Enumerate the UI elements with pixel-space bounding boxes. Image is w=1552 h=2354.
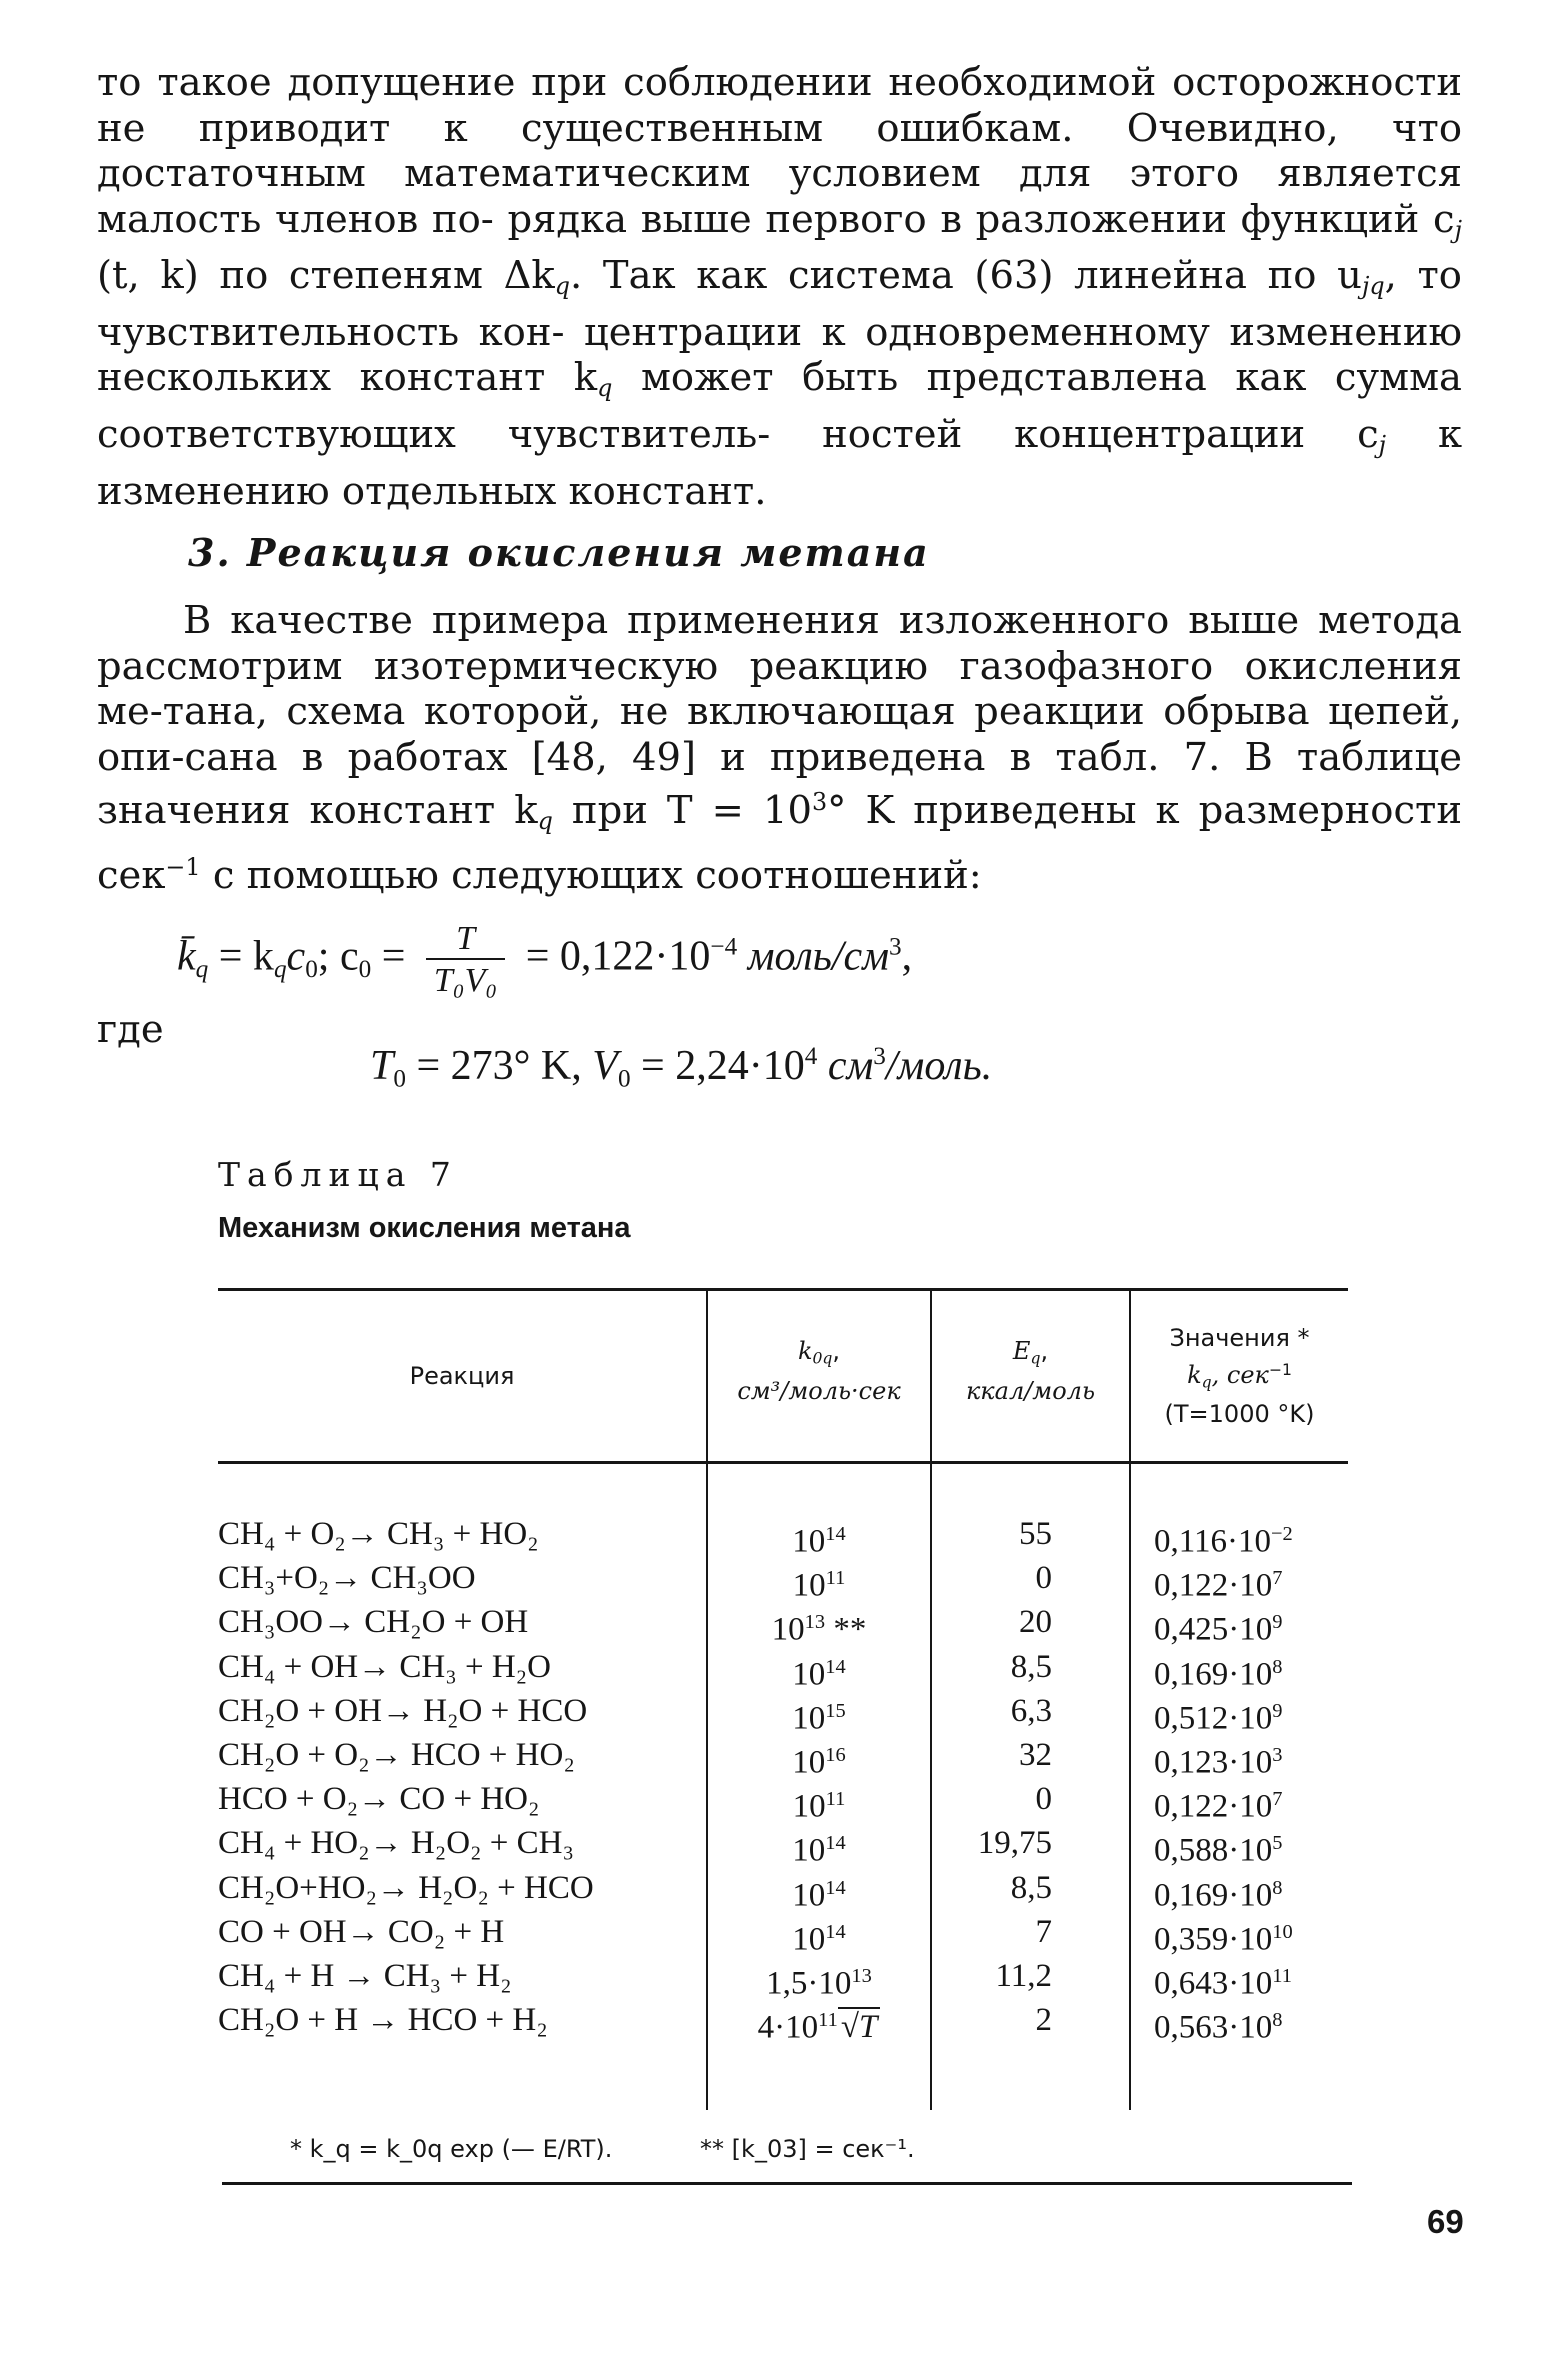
- k0q-cell: $10^{15}$: [792, 1699, 846, 1737]
- reaction-cell: CH₂O+HO₂→ H₂O₂ + HCO: [218, 1869, 594, 1906]
- reaction-cell: CH₄ + OH→ CH₃ + H₂O: [218, 1648, 551, 1685]
- where-label: где: [97, 1007, 164, 1052]
- kq-cell: $0,122\cdot 10^7$: [1154, 1788, 1283, 1825]
- kq-cell: $0,643\cdot 10^{11}$: [1154, 1965, 1292, 2002]
- eq-cell: 19,75: [977, 1825, 1052, 1862]
- k0q-cell: $10^{14}$: [792, 1832, 846, 1869]
- kq-cell: $0,563\cdot 10^8$: [1154, 2009, 1283, 2046]
- header-k0q: $k_{0q}$, см³/моль·сек: [737, 1337, 901, 1405]
- reaction-cell: CH₂O + H → HCO + H₂: [218, 2002, 548, 2039]
- footnote-k03: ** [k_03] = сек⁻¹.: [700, 2135, 915, 2163]
- reaction-cell: HCO + O₂→ CO + HO₂: [218, 1781, 540, 1818]
- fraction-T-over-T0V0: $\frac{T}{\text{T₀V₀}}$: [426, 920, 505, 1000]
- kq-cell: $0,359\cdot 10^{10}$: [1154, 1920, 1293, 1958]
- example-paragraph: В качестве примера применения изложенного выше метода рассмотрим изотермическую реакцию газофазного окисления ме-тана, схема которой, не включающая реакции обрыва цепей, опи-сана в работах [48, 49] и приведена в табл. 7. В таблице значения констант $k_q$ при $T = 10^3^\circ$ K приведены к размерности сек$^{-1}$ с помощью следующих соотношений:: [97, 598, 1462, 899]
- eq-cell: 0: [1035, 1781, 1052, 1818]
- table-top-rule: [218, 1288, 1348, 1291]
- k0q-cell: $10^{16}$: [792, 1744, 846, 1781]
- eq-cell: 0: [1035, 1560, 1052, 1597]
- eq-cell: 8,5: [1010, 1869, 1052, 1906]
- reaction-cell: CH₂O + OH→ H₂O + HCO: [218, 1692, 588, 1729]
- table-label: Таблица 7: [218, 1155, 458, 1194]
- k0q-cell: $10^{14}$: [792, 1876, 846, 1913]
- eq-cell: 6,3: [1010, 1692, 1052, 1729]
- kq-cell: $0,169\cdot 10^8$: [1154, 1876, 1283, 1913]
- eq-cell: 2: [1035, 2002, 1052, 2039]
- eq-cell: 7: [1035, 1913, 1052, 1950]
- reaction-cell: CH₄ + O₂→ CH₃ + HO₂: [218, 1516, 539, 1552]
- reaction-cell: CH₄ + HO₂→ H₂O₂ + CH₃: [218, 1825, 575, 1862]
- k0q-cell: $4\cdot 10^{11}√T$: [708, 1998, 930, 2049]
- page-number: 69: [1427, 2203, 1464, 2240]
- k0q-cell: $10^{14}$: [792, 1655, 846, 1692]
- kq-cell: $0,169\cdot 10^8$: [1154, 1655, 1283, 1692]
- eq-cell: 8,5: [1010, 1648, 1052, 1685]
- reaction-cell: CH₃OO→ CH₂O + OH: [218, 1604, 529, 1641]
- eq-cell: 20: [1019, 1604, 1052, 1641]
- header-kq: Значения * $k_q$, сек$^{-1}$ (T=1000 °K): [1164, 1324, 1315, 1429]
- k0q-cell: $10^{11}$: [792, 1788, 846, 1825]
- equation-T0-V0: $T_0 = 273^\circ$ K, $V_0 = 2,24\cdot 10^4$ $см^3$/моль.: [370, 1042, 993, 1093]
- k0q-cell: $10^{14}$: [792, 1920, 846, 1958]
- section-heading: 3. Реакция окисления метана: [188, 530, 930, 575]
- table-header-rule: [218, 1461, 1348, 1464]
- k0q-cell: $1,5\cdot 10^{13}$: [766, 1965, 872, 2002]
- k0q-cell: $10^{13}$ **: [771, 1611, 867, 1648]
- eq-cell: 32: [1019, 1737, 1052, 1773]
- kq-cell: $0,588\cdot 10^5$: [1154, 1832, 1283, 1869]
- kq-cell: $0,116\cdot 10^{-2}$: [1154, 1523, 1293, 1560]
- kq-cell: $0,123\cdot 10^3$: [1154, 1744, 1283, 1781]
- k0q-cell: $10^{11}$: [792, 1567, 846, 1604]
- table-title: Механизм окисления метана: [218, 1212, 631, 1244]
- reaction-cell: CO + OH→ CO₂ + H: [218, 1913, 505, 1950]
- eq-cell: 11,2: [995, 1958, 1052, 1994]
- reaction-cell: CH₂O + O₂→ HCO + HO₂: [218, 1737, 575, 1773]
- kq-cell: $0,425\cdot 10^9$: [1154, 1611, 1283, 1648]
- footnote-kq: * k_q = k_0q exp (— E/RT).: [290, 2135, 613, 2163]
- eq-cell: 55: [1019, 1516, 1052, 1552]
- kq-cell: $0,122\cdot 10^7$: [1154, 1567, 1283, 1604]
- table-bottom-rule: [222, 2182, 1352, 2185]
- header-eq: $E_q$, ккал/моль: [965, 1337, 1096, 1405]
- reaction-cell: CH₄ + H → CH₃ + H₂: [218, 1958, 512, 1994]
- k0q-cell: $10^{14}$: [792, 1523, 846, 1560]
- table-footnotes: [290, 2135, 995, 2163]
- header-reaction: Реакция: [409, 1362, 515, 1390]
- intro-paragraph: то такое допущение при соблюдении необходимой осторожности не приводит к существенным ошибкам. Очевидно, что достаточным математическим условием для этого является малость членов по- рядка выше первого в разложении функций $c_j$ (t, k) по степеням $\Delta k_q$. Так как система (63) линейна по $u_{jq}$, то чувствительность кон- центрации к одновременному изменению нескольких констант $k_q$ может быть представлена как сумма соответствующих чувствитель- ностей концентрации $c_j$ к изменению отдельных констант.: [97, 60, 1463, 514]
- reaction-cell: CH₃+O₂→ CH₃OO: [218, 1560, 476, 1597]
- equation-kq-c0: $k̄_q = k_qc_0$; $c_0$ = $\frac{T}{\text{T₀V₀}}$ = $0,122\cdot 10^{-4}$ моль/$см^3$,: [177, 920, 913, 999]
- kq-cell: $0,512\cdot 10^9$: [1154, 1699, 1283, 1737]
